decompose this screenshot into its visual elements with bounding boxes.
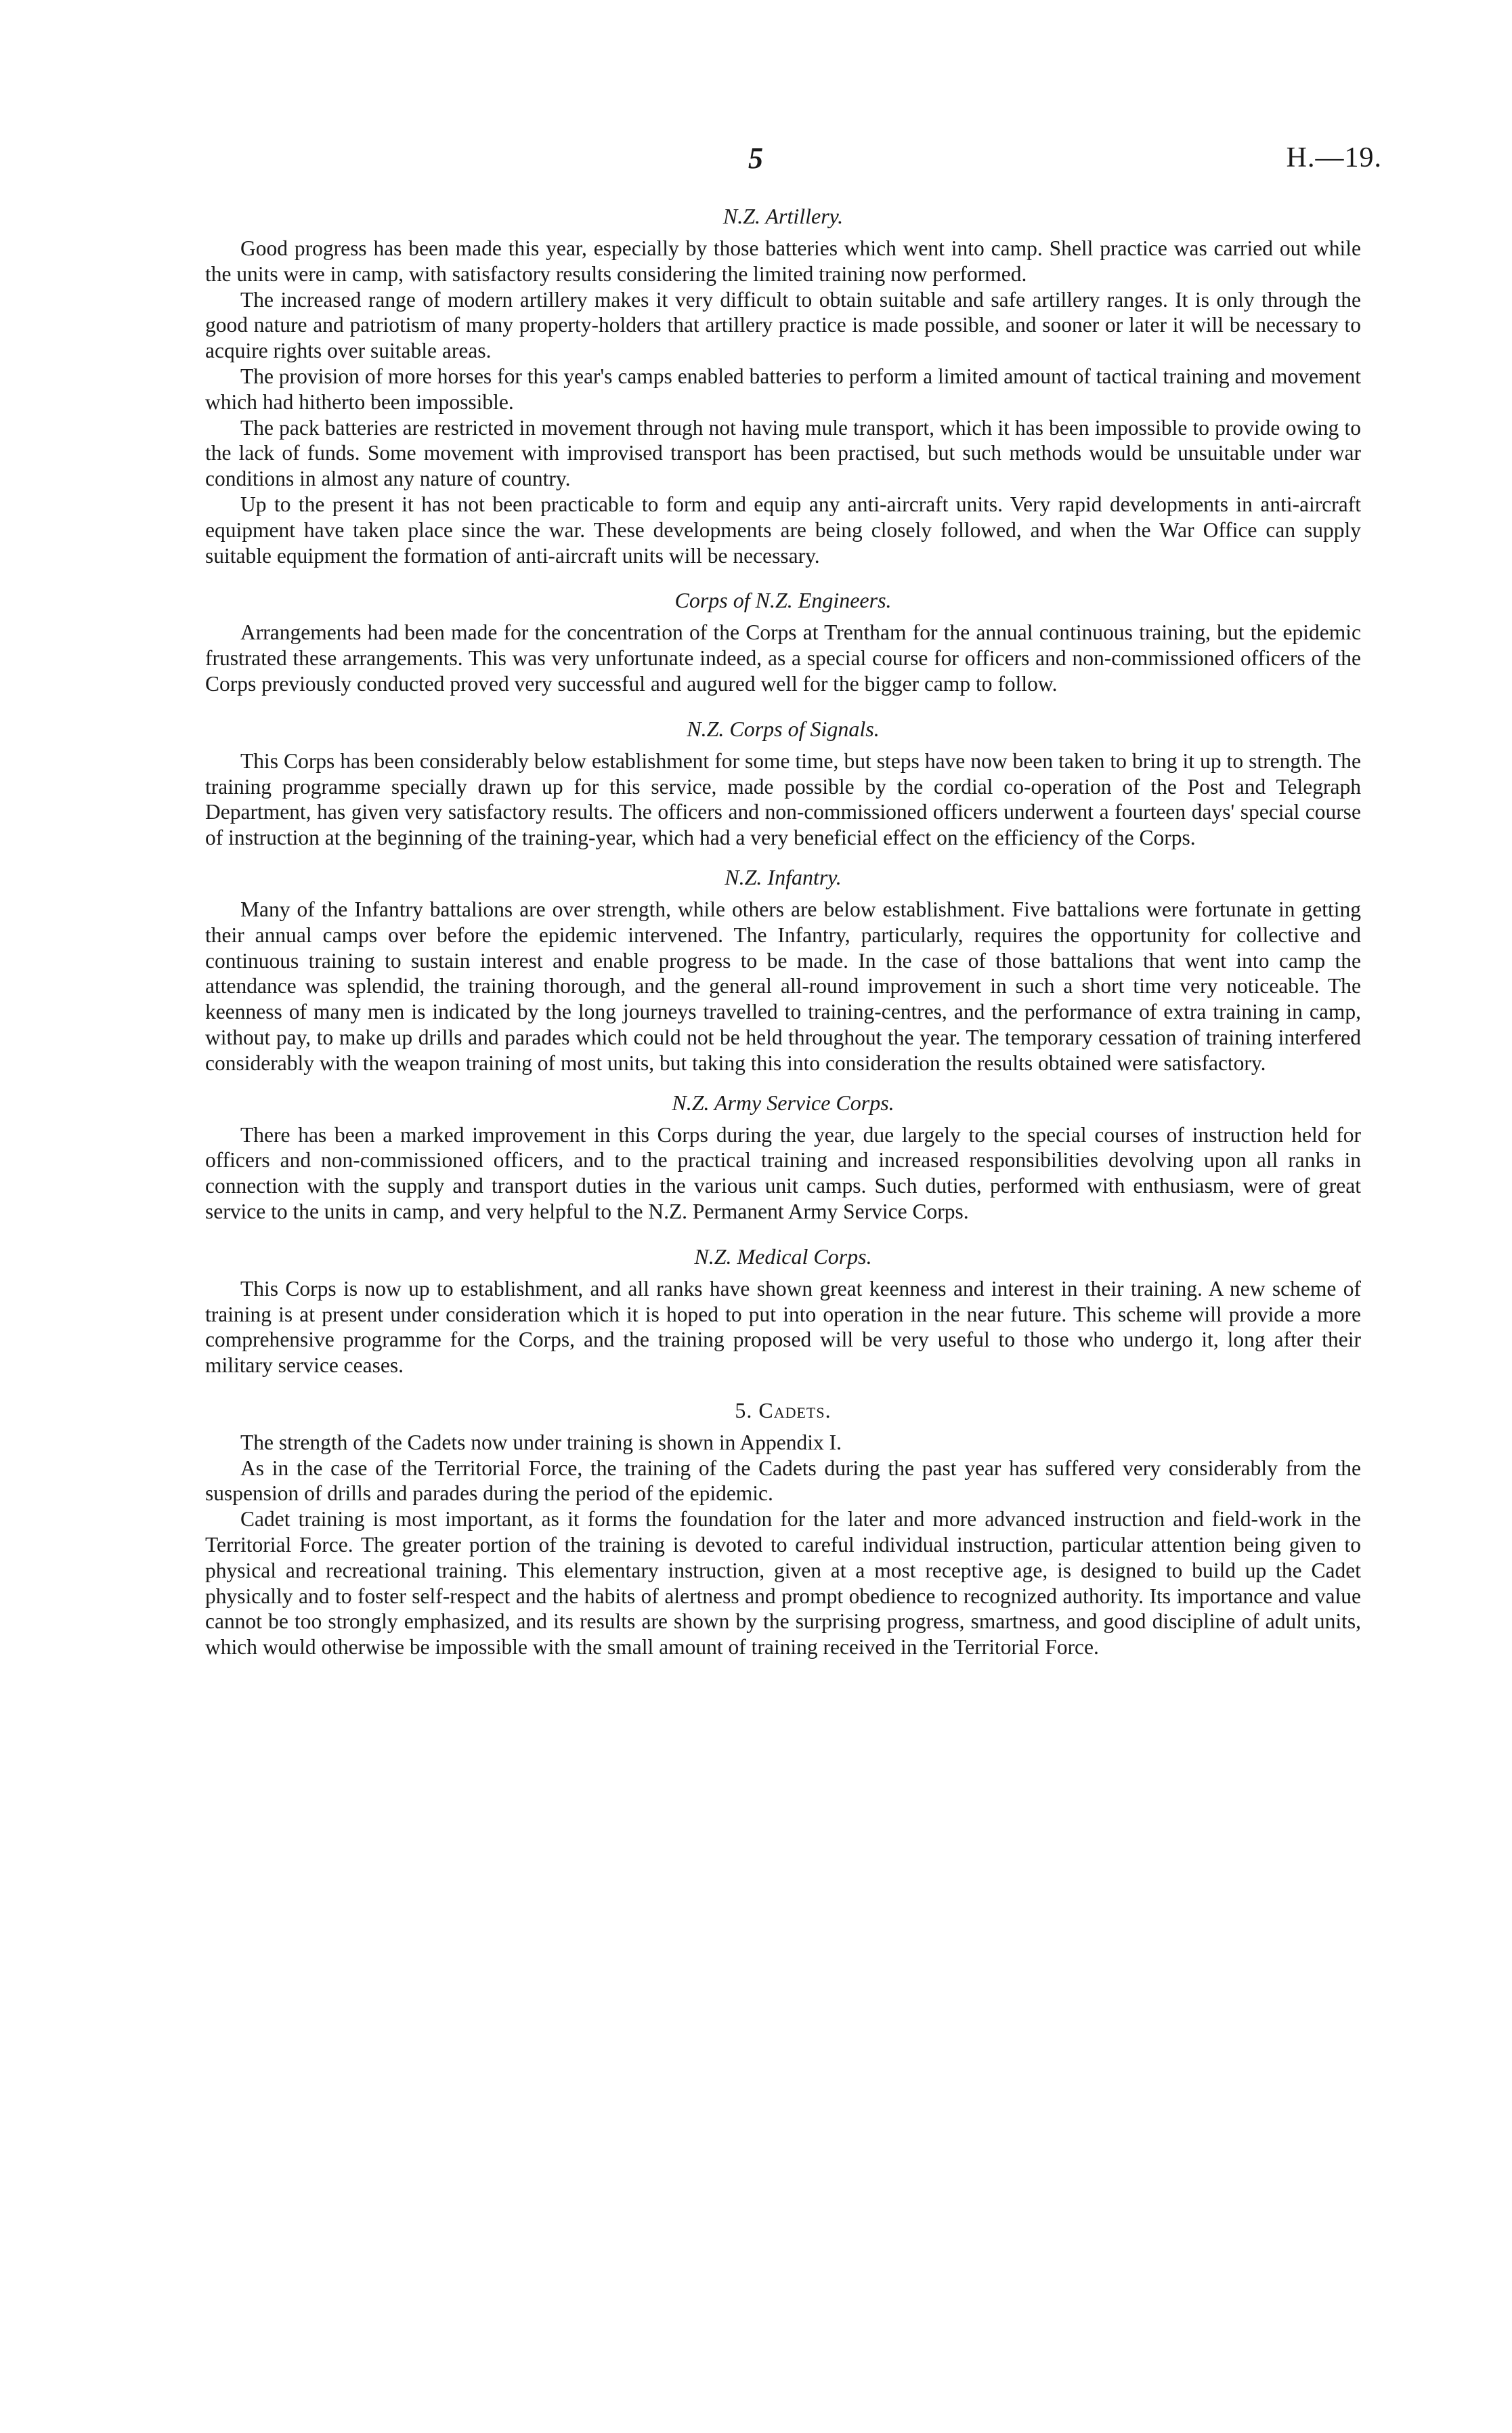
section-medical-corps xyxy=(205,1244,1361,1378)
paragraph: As in the case of the Territorial Force, the training of the Cadets during the past year has suffered very considerably from the suspension of drills and parades during the period of the epidemic. xyxy=(205,1456,1361,1506)
section-heading: N.Z. Infantry. xyxy=(725,864,842,889)
paragraph: The strength of the Cadets now under training is shown in Appendix I. xyxy=(240,1430,842,1454)
section-cadets xyxy=(205,1397,1361,1660)
paragraph: Up to the present it has not been practicable to form and equip any anti-aircraft units. Very rapid developments in anti-aircraft equipment have taken place since the war. These developments are being closely followed, and when the War Office can supply suitable equipment the formation of anti-aircraft units will be necessary. xyxy=(205,492,1361,568)
section-heading: 5. Cadets. xyxy=(735,1397,831,1422)
section-engineers xyxy=(205,587,1361,696)
section-army-service-corps xyxy=(205,1090,1361,1225)
page-number: 5 xyxy=(748,142,763,175)
section-artillery xyxy=(205,203,1361,568)
section-heading: N.Z. Corps of Signals. xyxy=(687,716,880,741)
paragraph: The provision of more horses for this year's camps enabled batteries to perform a limited amount of tactical training and movement which had hitherto been impossible. xyxy=(205,364,1361,414)
section-signals xyxy=(205,716,1361,851)
section-heading: N.Z. Medical Corps. xyxy=(694,1244,872,1269)
section-heading: Corps of N.Z. Engineers. xyxy=(674,588,892,613)
paragraph: Good progress has been made this year, especially by those batteries which went into camp. Shell practice was carried out while the units were in camp, with satisfactory results considering the limited training now performed. xyxy=(205,236,1361,286)
paragraph: This Corps is now up to establishment, and all ranks have shown great keenness and interest in their training. A new scheme of training is at present under consideration which it is hoped to put into operation in the near future. This scheme will provide a more comprehensive programme for the Corps, and the training proposed will be very useful to those who undergo it, long after their military service ceases. xyxy=(205,1276,1361,1378)
paragraph: Many of the Infantry battalions are over strength, while others are below establishment. Five battalions were fortunate in getting their annual camps over before the epidemic intervened. The Infantry, particularly, requires the opportunity for collective and continuous training to sustain interest and enable progress to be made. In the case of those battalions that went into camp the attendance was splendid, the training thorough, and the general all-round improvement in such a short time very noticeable. The keenness of many men is indicated by the long journeys travelled to training-centres, and the performance of extra training in camp, without pay, to make up drills and parades which could not be held throughout the year. The temporary cessation of training interfered considerably with the weapon training of most units, but taking this into consideration the results obtained were satisfactory. xyxy=(205,897,1361,1075)
paragraph: There has been a marked improvement in this Corps during the year, due largely to the special courses of instruction held for officers and non-commissioned officers, and to the practical training and increased responsibilities devolving upon all ranks in connection with the supply and transport duties in the various unit camps. Such duties, performed with enthusiasm, were of great service to the units in camp, and very helpful to the N.Z. Permanent Army Service Corps. xyxy=(205,1122,1361,1223)
paragraph: This Corps has been considerably below establishment for some time, but steps have now been taken to bring it up to strength. The training programme specially drawn up for this service, made possible by the cordial co-operation of the Post and Telegraph Department, has given very satisfactory results. The officers and non-commissioned officers underwent a fourteen days' special course of instruction at the beginning of the training-year, which had a very beneficial effect on the efficiency of the Corps. xyxy=(205,748,1361,850)
section-heading: N.Z. Artillery. xyxy=(722,204,844,228)
paragraph: The pack batteries are restricted in movement through not having mule transport, which it has been impossible to provide owing to the lack of funds. Some movement with improvised transport has been practised, but such methods would be unsuitable under war conditions in almost any nature of country. xyxy=(205,415,1361,491)
paragraph: Arrangements had been made for the concentration of the Corps at Trentham for the annual continuous training, but the epidemic frustrated these arrangements. This was very unfortunate indeed, as a special course for officers and non-commissioned officers of the Corps previously conducted proved very successful and augured well for the bigger camp to follow. xyxy=(205,620,1361,696)
paragraph: Cadet training is most important, as it forms the foundation for the later and more advanced instruction and field-work in the Territorial Force. The greater portion of the training is devoted to careful individual instruction, particular attention being given to physical and recreational training. This elementary instruction, given at a most receptive age, is designed to build up the Cadet physically and to foster self-respect and the habits of alertness and prompt obedience to recognized authority. Its importance and value cannot be too strongly emphasized, and its results are shown by the surprising progress, smartness, and good discipline of adult units, which would otherwise be impossible with the small amount of training received in the Territorial Force. xyxy=(205,1507,1361,1659)
body-column xyxy=(205,203,1361,1660)
section-heading: N.Z. Army Service Corps. xyxy=(672,1090,894,1115)
document-reference: H.—19. xyxy=(1286,142,1382,173)
paragraph: The increased range of modern artillery makes it very difficult to obtain suitable and safe artillery ranges. It is only through the good nature and patriotism of many property-holders that artillery practice is made possible, and sooner or later it will be necessary to acquire rights over suitable areas. xyxy=(205,287,1361,363)
section-infantry xyxy=(205,864,1361,1076)
